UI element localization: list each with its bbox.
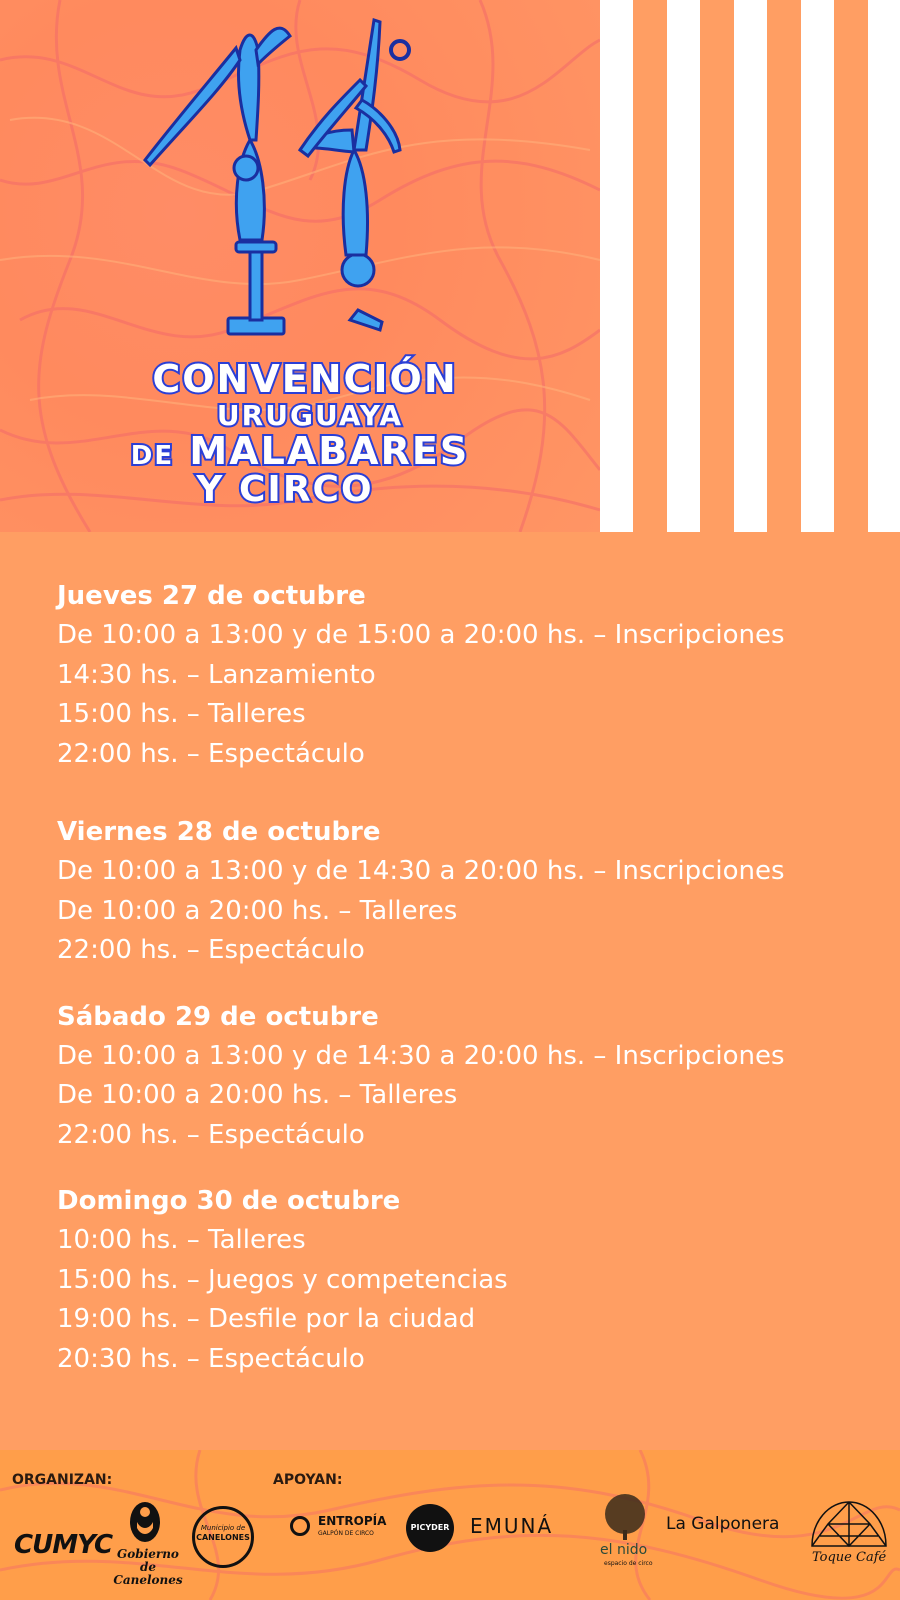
day-saturday [57, 997, 877, 1156]
schedule-item: 15:00 hs. – Talleres [57, 699, 306, 729]
schedule-item: 22:00 hs. – Espectáculo [57, 935, 365, 965]
schedule-item: De 10:00 a 13:00 y de 14:30 a 20:00 hs. – Inscripciones [57, 1040, 785, 1071]
municipio-small-label: Municipio de [200, 1524, 246, 1532]
entropia-subtitle: GALPÓN DE CIRCO [318, 1530, 374, 1537]
toque-cafe-logo: Toque Café [812, 1550, 887, 1565]
schedule-item: De 10:00 a 13:00 y de 14:30 a 20:00 hs. – Inscripciones [57, 856, 785, 886]
schedule-item: 22:00 hs. – Espectáculo [57, 1119, 365, 1150]
event-schedule [57, 576, 877, 1379]
la-galponera-logo: La Galponera [666, 1514, 780, 1534]
logo-artwork [0, 0, 600, 532]
schedule-item: De 10:00 a 13:00 y de 15:00 a 20:00 hs. – Inscripciones [57, 620, 785, 650]
entropia-ring-icon [290, 1516, 310, 1536]
entropia-logo: ENTROPÍA [318, 1514, 387, 1528]
day-thursday [57, 576, 877, 774]
schedule-item: 20:30 hs. – Espectáculo [57, 1343, 365, 1374]
schedule-item: 19:00 hs. – Desfile por la ciudad [57, 1304, 476, 1334]
decorative-stripes [600, 0, 900, 532]
organizan-label: ORGANIZAN: [12, 1472, 113, 1488]
el-nido-logo: el nido [600, 1542, 648, 1558]
schedule-item: De 10:00 a 20:00 hs. – Talleres [57, 1080, 458, 1110]
sponsors-footer [0, 1450, 900, 1600]
day-title: Jueves 27 de octubre [57, 581, 366, 611]
logo-line-circo: Y CIRCO [196, 469, 374, 510]
cumyc-logo: CUMYC [14, 1530, 113, 1560]
toque-cafe-dome-icon [808, 1496, 890, 1548]
apoyan-label: APOYAN: [273, 1472, 343, 1488]
logo-word-malabares: MALABARES [189, 429, 470, 473]
schedule-item: 10:00 hs. – Talleres [57, 1225, 306, 1255]
logo-title [0, 357, 600, 510]
logo-line-uruguaya: URUGUAYA [216, 399, 404, 432]
municipio-name: CANELONES [196, 1533, 250, 1542]
header-banner [0, 0, 900, 532]
gobierno-canelones-icon [128, 1500, 162, 1544]
gobierno-canelones-logo: Gobierno de Canelones [113, 1547, 183, 1587]
schedule-item: 22:00 hs. – Espectáculo [57, 738, 365, 769]
el-nido-tree-icon [600, 1492, 650, 1540]
logo-line-convencion: CONVENCIÓN [152, 357, 458, 401]
logo-line-malabares [0, 429, 600, 473]
logo-prefix-de: DE [130, 441, 175, 471]
day-sunday [57, 1181, 877, 1379]
day-friday [57, 812, 877, 971]
picyder-logo: PICYDER [406, 1504, 454, 1552]
day-title: Sábado 29 de octubre [57, 1001, 379, 1032]
emuna-logo: EMUNÁ [470, 1514, 554, 1538]
day-title: Domingo 30 de octubre [57, 1186, 401, 1216]
el-nido-subtitle: espacio de circo [604, 1560, 653, 1567]
schedule-item: 14:30 hs. – Lanzamiento [57, 659, 376, 690]
schedule-item: De 10:00 a 20:00 hs. – Talleres [57, 895, 458, 926]
municipio-canelones-logo [192, 1506, 254, 1568]
schedule-item: 15:00 hs. – Juegos y competencias [57, 1264, 508, 1295]
day-title: Viernes 28 de octubre [57, 817, 381, 847]
